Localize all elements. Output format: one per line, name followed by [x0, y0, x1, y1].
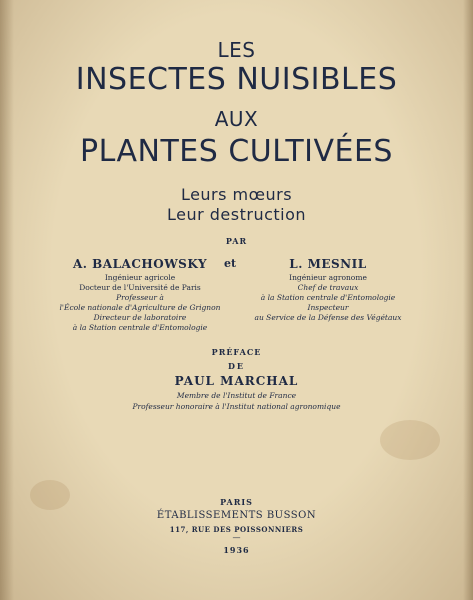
- author-name: L. MESNIL: [289, 257, 367, 271]
- publisher-city: PARIS: [220, 497, 253, 507]
- title-line-4: PLANTES CULTIVÉES: [80, 134, 393, 169]
- paper-stain: [380, 420, 440, 460]
- author-credential: Chef de travaux: [297, 283, 359, 292]
- author-credential: Docteur de l'Université de Paris: [79, 283, 201, 292]
- preface-credential-2: Professeur honoraire à l'Institut national agronomique: [132, 402, 341, 411]
- author-name: A. BALACHOWSKY: [72, 257, 208, 271]
- subtitle-line-2: Leur destruction: [166, 205, 307, 224]
- author-credential: à la Station centrale d'Entomologie: [260, 293, 396, 302]
- publisher-address: 117, RUE DES POISSONNIERS: [169, 525, 304, 534]
- title-line-2: INSECTES NUISIBLES: [75, 62, 398, 97]
- preface-credential-1: Membre de l'Institut de France: [176, 391, 297, 400]
- title-line-1: LES: [217, 38, 256, 62]
- by-label: PAR: [225, 236, 248, 246]
- publisher-dash: —: [232, 533, 241, 542]
- author-credential: l'École nationale d'Agriculture de Grignon: [59, 303, 221, 312]
- author-credential: au Service de la Défense des Végétaux: [254, 313, 402, 322]
- author-block-1: [30, 255, 250, 333]
- author-credential: Inspecteur: [307, 303, 349, 312]
- author-block-2: [228, 255, 428, 323]
- author-credential: Professeur à: [116, 293, 164, 302]
- author-credential: Ingénieur agricole: [104, 273, 176, 282]
- title-line-3: AUX: [214, 107, 259, 131]
- preface-author-name: PAUL MARCHAL: [174, 374, 299, 388]
- publisher-name: ÉTABLISSEMENTS BUSSON: [156, 510, 317, 521]
- preface-label: PRÉFACE: [211, 347, 262, 357]
- author-credential: à la Station centrale d'Entomologie: [72, 323, 208, 332]
- author-credential: Directeur de laboratoire: [93, 313, 187, 322]
- subtitle-line-1: Leurs mœurs: [180, 185, 293, 204]
- conjunction-et: et: [224, 257, 237, 270]
- author-credential: Ingénieur agronome: [289, 273, 367, 282]
- preface-de: DE: [227, 361, 246, 371]
- publication-year: 1936: [223, 545, 250, 555]
